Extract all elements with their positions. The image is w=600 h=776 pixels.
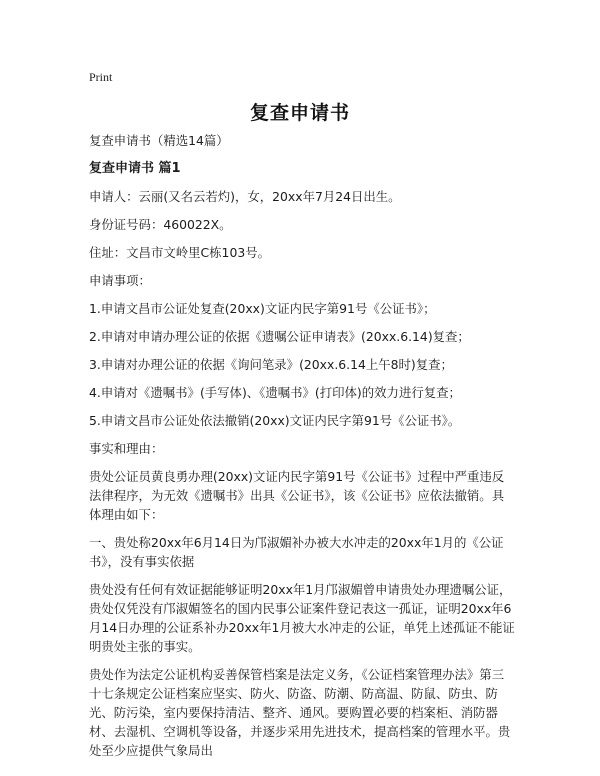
paragraph: 3.申请对办理公证的依据《询问笔录》(20xx.6.14上午8时)复查； [89, 357, 453, 372]
paragraph: 住址：文昌市文岭里C栋103号。 [89, 245, 270, 260]
document-title: 复查申请书 [249, 102, 350, 124]
paragraph: 事实和理由： [89, 441, 164, 456]
document-body [89, 131, 515, 765]
paragraph: 贵处作为法定公证机构妥善保管档案是法定义务，《公证档案管理办法》第三十七条规定公证档案应坚实、防火、防盗、防潮、防高温、防鼠、防虫、防光、防污染，室内要保持清洁、整齐、通风。要购置必要的档案柜、消防器材、去湿机、空调机等设备，并逐步采用先进技术，提高档案的管理水平。贵处至少应提供气象局出 [89, 667, 511, 758]
paragraph: 贵处公证员黄良勇办理(20xx)文证内民字第91号《公证书》过程中严重违反法律程序，为无效《遗嘱书》出具《公证书》，该《公证书》应依法撤销。具体理由如下： [89, 469, 505, 522]
section-heading: 复查申请书 篇1 [89, 161, 181, 176]
paragraph: 4.申请对《遗嘱书》(手写体)、《遗嘱书》(打印体)的效力进行复查； [89, 385, 461, 400]
paragraph: 一、贵处称20xx年6月14日为邝淑媚补办被大水冲走的20xx年1月的《公证书》，没有事实依据 [89, 535, 504, 569]
paragraph: 2.申请对申请办理公证的依据《遗嘱公证申请表》(20xx.6.14)复查； [89, 329, 470, 344]
paragraph: 申请事项： [89, 273, 151, 288]
paragraph: 身份证号码：460022X。 [89, 217, 232, 232]
paragraph: 贵处没有任何有效证据能够证明20xx年1月邝淑媚曾申请贵处办理遗嘱公证，贵处仅凭没有邝淑媚签名的国内民事公证案件登记表这一孤证，证明20xx年6月14日办理的公证系补办20xx年1月被大水冲走的公证，单凭上述孤证不能证明贵处主张的事实。 [89, 582, 515, 654]
print-label: Print [89, 70, 113, 84]
paragraph: 1.申请文昌市公证处复查(20xx)文证内民字第91号《公证书》； [89, 301, 436, 316]
paragraph: 5.申请文昌市公证处依法撤销(20xx)文证内民字第91号《公证书》。 [89, 413, 461, 428]
subtitle: 复查申请书（精选14篇） [89, 133, 229, 148]
paragraph: 申请人：云丽(又名云若灼)，女，20xx年7月24日出生。 [89, 189, 401, 204]
